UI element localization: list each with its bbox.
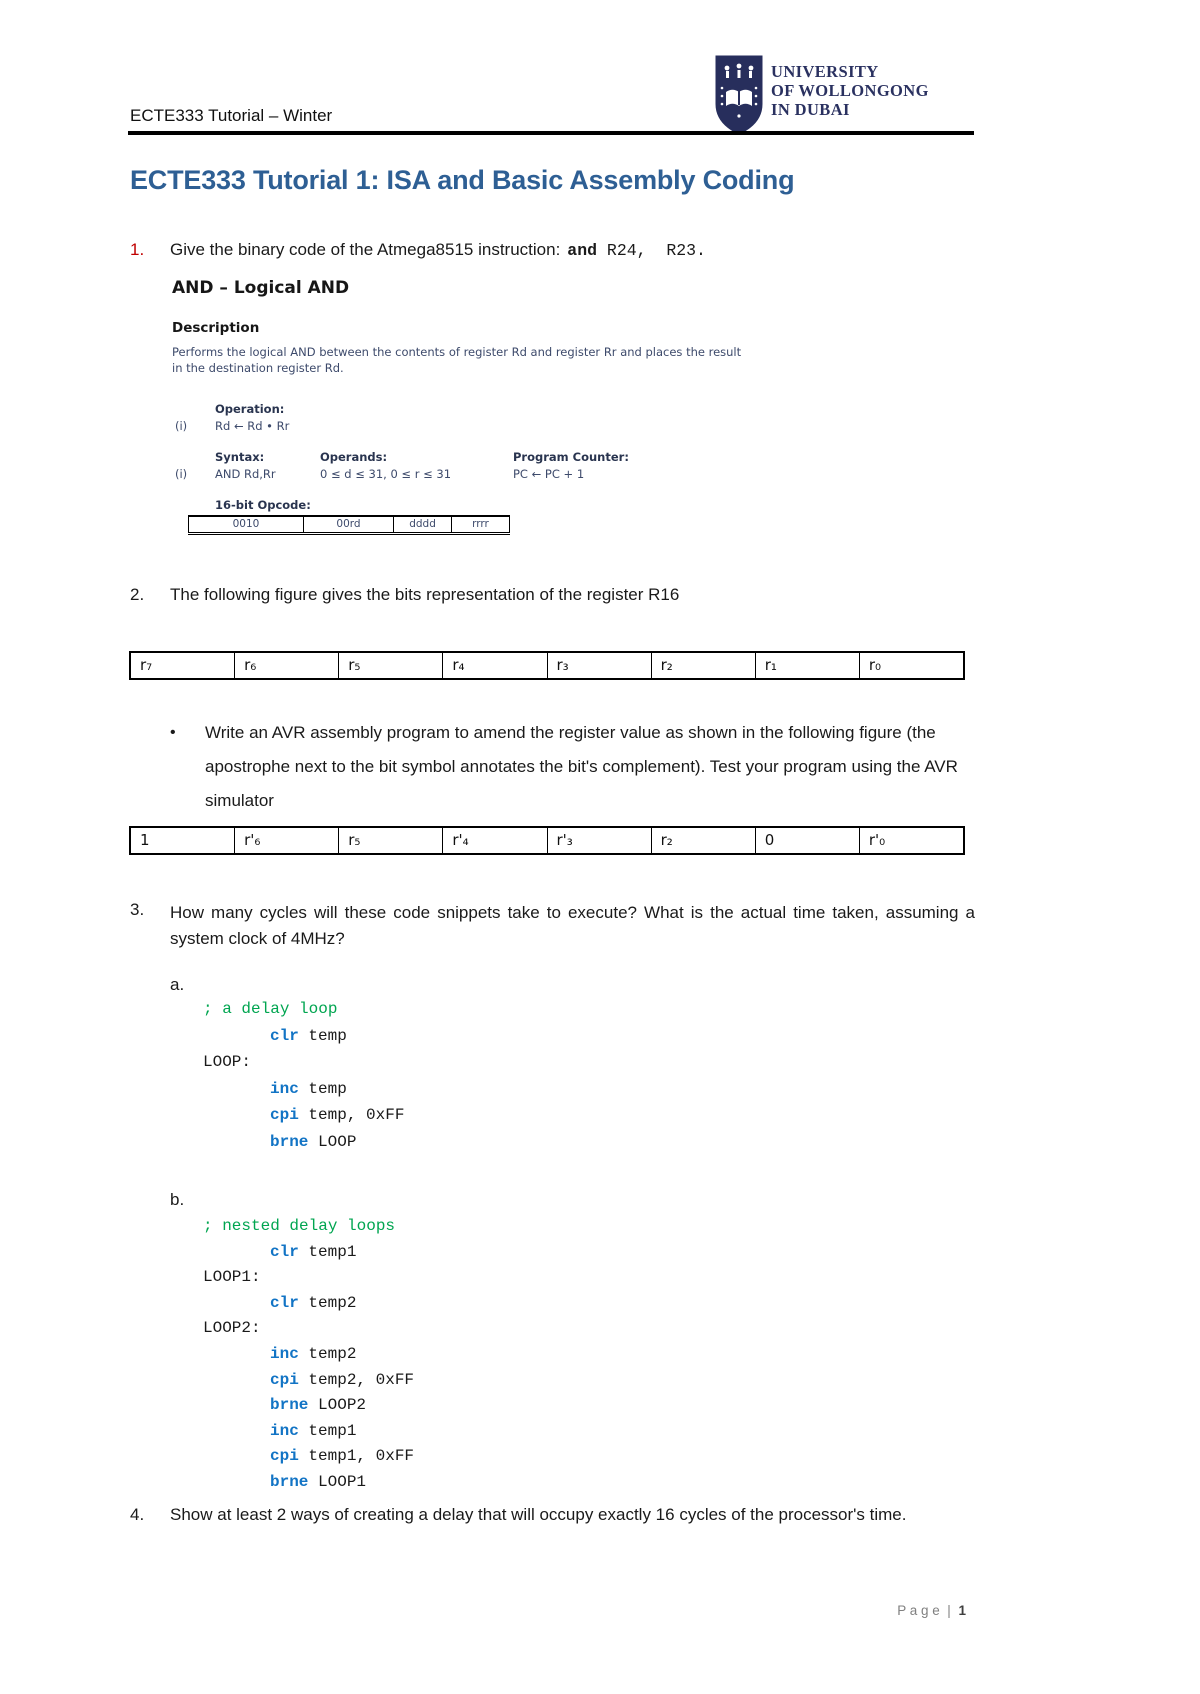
footer-page-number: 1 [958, 1603, 966, 1618]
bit-cell: r₀ [868, 656, 882, 674]
code-keyword: clr [270, 1293, 299, 1312]
bit-cell: r₇ [131, 653, 235, 678]
question-4-text: Show at least 2 ways of creating a delay that will occupy exactly 16 cycles of the processor's time. [170, 1505, 907, 1524]
question-1-number: 1. [130, 240, 145, 259]
code-operand: temp, 0xFF [298, 1106, 405, 1124]
code-comment: ; nested delay loops [203, 1217, 396, 1235]
header-divider [128, 131, 974, 135]
bit-cell: 1 [131, 828, 235, 853]
bit-cell: r'₄ [443, 828, 547, 853]
question-1-text [170, 240, 706, 260]
register-bits-table-original [129, 651, 965, 680]
register-bits-table-target [129, 826, 965, 855]
figure-program-counter-label: Program Counter: [513, 450, 629, 464]
question-4-number: 4. [130, 1505, 145, 1524]
code-snippet-b [203, 1214, 414, 1496]
figure-syntax-value: AND Rd,Rr [215, 467, 276, 481]
snippet-b-label: b. [170, 1190, 185, 1209]
question-1-text-main: Give the binary code of the Atmega8515 instruction: [170, 240, 561, 259]
code-keyword: clr [270, 1242, 299, 1261]
code-snippet-a [203, 996, 404, 1155]
university-logo [714, 54, 929, 136]
question-2-number: 2. [130, 585, 145, 604]
figure-operation-index: (i) [175, 419, 188, 433]
figure-syntax-index: (i) [175, 467, 188, 481]
code-line [203, 1240, 414, 1266]
bit-cell: r₄ [443, 653, 547, 678]
figure-operation-label: Operation: [215, 402, 285, 416]
code-line [203, 1102, 404, 1129]
figure-operation-expression: Rd ← Rd • Rr [215, 419, 290, 433]
code-operand: temp2 [298, 1344, 357, 1363]
bullet-text: Write an AVR assembly program to amend the register value as shown in the following figure (the apostrophe next to the bit symbol annotates the bit's complement). Test your program using the AVR simulator [205, 723, 958, 810]
code-keyword: cpi [270, 1447, 299, 1466]
bullet-marker: • [170, 724, 176, 741]
code-operand: temp2 [298, 1293, 357, 1312]
code-operand: LOOP2 [308, 1396, 367, 1415]
code-keyword: cpi [270, 1370, 299, 1389]
figure-operands-label: Operands: [320, 450, 388, 464]
bit-cell: r₅ [339, 653, 443, 678]
page-title: ECTE333 Tutorial 1: ISA and Basic Assembly Coding [130, 165, 795, 195]
bit-cell: r₁ [756, 653, 860, 678]
code-label: LOOP2: [203, 1319, 261, 1338]
code-line [203, 1076, 404, 1103]
and-instruction-figure [172, 278, 792, 540]
bit-cell: r'₀ [868, 831, 886, 849]
code-line [203, 1444, 414, 1470]
logo-text-line: OF WOLLONGONG [771, 81, 929, 100]
code-keyword: inc [270, 1344, 299, 1363]
code-keyword: brne [270, 1472, 309, 1491]
bit-cell: r₂ [652, 653, 756, 678]
opcode-cell: 0010 [188, 517, 304, 532]
code-keyword: inc [270, 1079, 299, 1098]
code-line [203, 1368, 414, 1394]
question-4 [130, 1505, 990, 1525]
question-1-instruction-operands: R24, R23. [597, 241, 706, 260]
code-operand: temp [298, 1079, 347, 1098]
figure-description-label: Description [172, 320, 260, 336]
code-line [203, 1393, 414, 1419]
code-operand: temp [298, 1026, 347, 1045]
figure-heading: AND – Logical AND [172, 278, 350, 298]
university-shield-icon [714, 54, 764, 136]
code-line [203, 1419, 414, 1445]
figure-operands-value: 0 ≤ d ≤ 31, 0 ≤ r ≤ 31 [320, 467, 452, 481]
page-footer [882, 1588, 966, 1633]
figure-syntax-label: Syntax: [215, 450, 265, 464]
question-2-text: The following figure gives the bits representation of the register R16 [170, 585, 680, 604]
code-operand: LOOP [308, 1132, 357, 1151]
code-keyword: inc [270, 1421, 299, 1440]
opcode-cell: dddd [394, 517, 452, 532]
figure-description-text: Performs the logical AND between the contents of register Rd and register Rr and places the result in the destination register Rd. [172, 345, 742, 375]
footer-page-label: P a g e | [897, 1603, 955, 1618]
question-1 [130, 240, 706, 260]
code-operand: temp1 [298, 1421, 357, 1440]
figure-program-counter-value: PC ← PC + 1 [513, 467, 585, 481]
opcode-table [188, 515, 510, 535]
bit-cell: r₃ [548, 653, 652, 678]
code-operand: temp1, 0xFF [298, 1447, 415, 1466]
code-line [203, 1023, 404, 1050]
code-label: LOOP1: [203, 1268, 261, 1287]
university-logo-text [771, 62, 929, 119]
code-label: LOOP: [203, 1053, 252, 1071]
bit-cell: r₂ [652, 828, 756, 853]
question-3-number: 3. [130, 900, 145, 919]
code-line [203, 1291, 414, 1317]
header-course-label: ECTE333 Tutorial – Winter [130, 106, 333, 125]
logo-text-line: UNIVERSITY [771, 62, 879, 81]
opcode-cell: rrrr [452, 517, 510, 532]
code-keyword: clr [270, 1026, 299, 1045]
logo-text-line: IN DUBAI [771, 100, 850, 119]
code-line [203, 1129, 404, 1156]
bit-cell: r₅ [339, 828, 443, 853]
code-operand: temp2, 0xFF [298, 1370, 415, 1389]
code-line [203, 1342, 414, 1368]
question-3-text: How many cycles will these code snippets take to execute? What is the actual time taken, assuming a system clock of 4MHz? [170, 903, 975, 948]
question-3 [130, 900, 975, 952]
question-2 [130, 585, 679, 605]
figure-opcode-label: 16-bit Opcode: [215, 498, 311, 512]
bit-cell: 0 [756, 828, 860, 853]
code-operand: LOOP1 [308, 1472, 367, 1491]
code-comment: ; a delay loop [203, 1000, 338, 1018]
question-1-instruction-mnemonic: and [567, 241, 598, 260]
code-line [203, 1470, 414, 1496]
bit-cell: r'₆ [235, 828, 339, 853]
opcode-cell: 00rd [304, 517, 394, 532]
bit-cell: r'₃ [548, 828, 652, 853]
bullet-item [170, 716, 960, 818]
code-keyword: brne [270, 1132, 309, 1151]
code-keyword: cpi [270, 1106, 299, 1124]
bit-cell: r₆ [235, 653, 339, 678]
snippet-a-label: a. [170, 975, 185, 994]
code-keyword: brne [270, 1396, 309, 1415]
code-operand: temp1 [298, 1242, 357, 1261]
